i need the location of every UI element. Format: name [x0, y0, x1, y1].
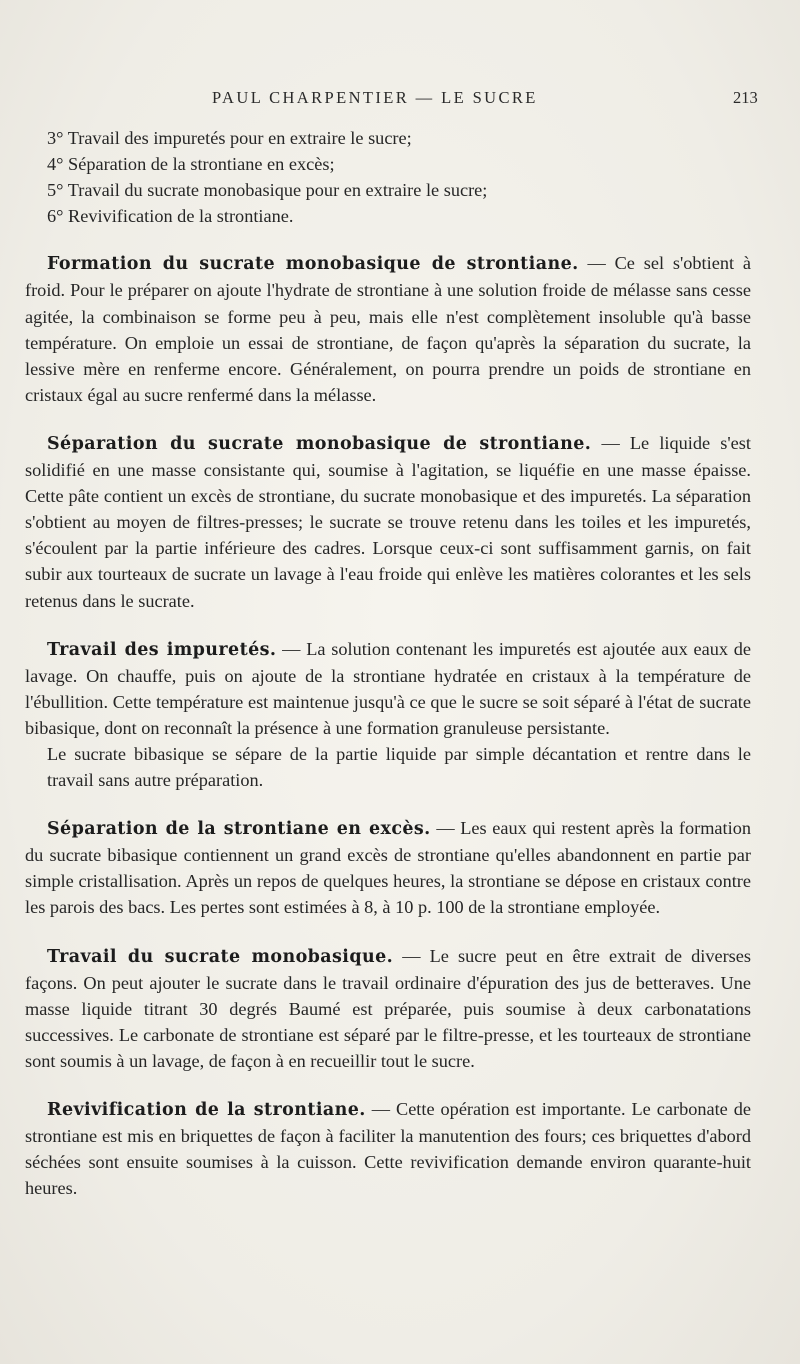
- section-heading: Revivification de la strontiane.: [47, 1100, 366, 1120]
- section-dash: —: [601, 432, 620, 453]
- section-dash: —: [282, 638, 301, 659]
- page-number: 213: [733, 88, 758, 107]
- section-text: Le sucre peut en être extrait de diverses façons. On peut ajouter le sucrate dans le travail ordinaire d'épuration des jus de betteraves. Une masse liquide titrant 30 degrés Baumé est préparée, puis soumise à deux carbonatations successives. Le carbonate de strontiane est séparé par le filtre-presse, et les tourteaux de strontiane sont soumis à un lavage, de façon à en recueillir tout le sucre.: [25, 945, 752, 1071]
- section-text: Ce sel s'obtient à froid. Pour le préparer on ajoute l'hydrate de strontiane à une solution froide de mélasse sans cesse agitée, la combinaison se forme peu à peu, mais elle n'est complètement insoluble qu'à basse température. On emploie un essai de strontiane, de façon qu'après la séparation du sucrate, la lessive mère en renferme encore. Généralement, on pourra prendre un poids de strontiane en cristaux égal au sucre renfermé dans la mélasse.: [25, 253, 751, 405]
- list-item: [25, 125, 751, 151]
- list-item-number: 3°: [47, 128, 64, 148]
- list-item: [25, 151, 751, 177]
- section-separation-exces: [25, 815, 751, 920]
- list-item: [25, 177, 751, 203]
- list-item-number: 6°: [47, 206, 64, 227]
- section-dash: —: [436, 818, 455, 839]
- list-item-text: Travail des impuretés pour en extraire le sucre;: [67, 128, 412, 148]
- section-text: La solution contenant les impuretés est ajoutée aux eaux de lavage. On chauffe, puis on ajoute de la strontiane hydratée en cristaux à la température de l'ébullition. Cette température est maintenue jusqu'à ce que le sucre se soit séparé à l'état de sucrate bibasique, dont on reconnaît la présence à une formation granuleuse persistante.: [25, 638, 752, 738]
- section-travail-sucrate: [25, 943, 751, 1074]
- section-revivification: [25, 1096, 751, 1201]
- section-travail-impuretes: [25, 636, 751, 741]
- section-dash: —: [402, 945, 421, 966]
- list-item-number: 4°: [47, 154, 64, 175]
- section-dash: —: [587, 253, 606, 274]
- running-head-title: PAUL CHARPENTIER — LE SUCRE: [212, 88, 538, 107]
- section-paragraph: Le sucrate bibasique se sépare de la partie liquide par simple décantation et rentre dans le travail sans autre préparation.: [47, 743, 751, 791]
- section-separation-sucrate: [25, 430, 751, 614]
- section-heading: Séparation du sucrate monobasique de strontiane.: [47, 433, 592, 454]
- section-heading: Travail du sucrate monobasique.: [47, 946, 394, 967]
- list-item: [25, 203, 751, 229]
- section-heading: Travail des impuretés.: [47, 639, 277, 660]
- section-heading: Séparation de la strontiane en excès.: [47, 819, 431, 840]
- section-dash: —: [371, 1099, 391, 1119]
- list-item-text: Travail du sucrate monobasique pour en extraire le sucre;: [67, 180, 488, 201]
- section-text: Le liquide s'est solidifié en une masse consistante qui, soumise à l'agitation, se liquéfie en une masse épaisse. Cette pâte contient un excès de strontiane, du sucrate monobasique et des impuretés. La séparation s'obtient au moyen de filtres-presses; le sucrate se trouve retenu dans les toiles et les impuretés, s'écoulent par la partie inférieure des cadres. Lorsque ceux-ci sont suffisamment garnis, on fait subir aux tourteaux de sucrate un lavage à l'eau froide qui enlève les matières colorantes et les sels retenus dans le sucrate.: [25, 432, 751, 611]
- section-text: Cette opération est importante. Le carbonate de strontiane est mis en briquettes de façon à faciliter la manutention des fours; ces briquettes d'abord séchées sont ensuite soumises à la cuisson. Cette revivification demande environ quarante-huit heures.: [25, 1099, 752, 1199]
- list-item-text: Séparation de la strontiane en excès;: [68, 154, 335, 175]
- list-item-number: 5°: [47, 180, 64, 201]
- running-head: [0, 88, 800, 110]
- section-formation: [25, 250, 751, 408]
- list-item-text: Revivification de la strontiane.: [68, 206, 294, 227]
- section-heading: Formation du sucrate monobasique de strontiane.: [47, 254, 579, 275]
- step-list: [25, 125, 751, 229]
- page-body: [25, 125, 751, 1201]
- section-text: Les eaux qui restent après la formation du sucrate bibasique contiennent un grand excès de strontiane qu'elles abandonnent en partie par simple cristallisation. Après un repos de quelques heures, la strontiane se dépose en cristaux contre les parois des bacs. Les pertes sont estimées à 8, à 10 p. 100 de la strontiane employée.: [25, 818, 751, 918]
